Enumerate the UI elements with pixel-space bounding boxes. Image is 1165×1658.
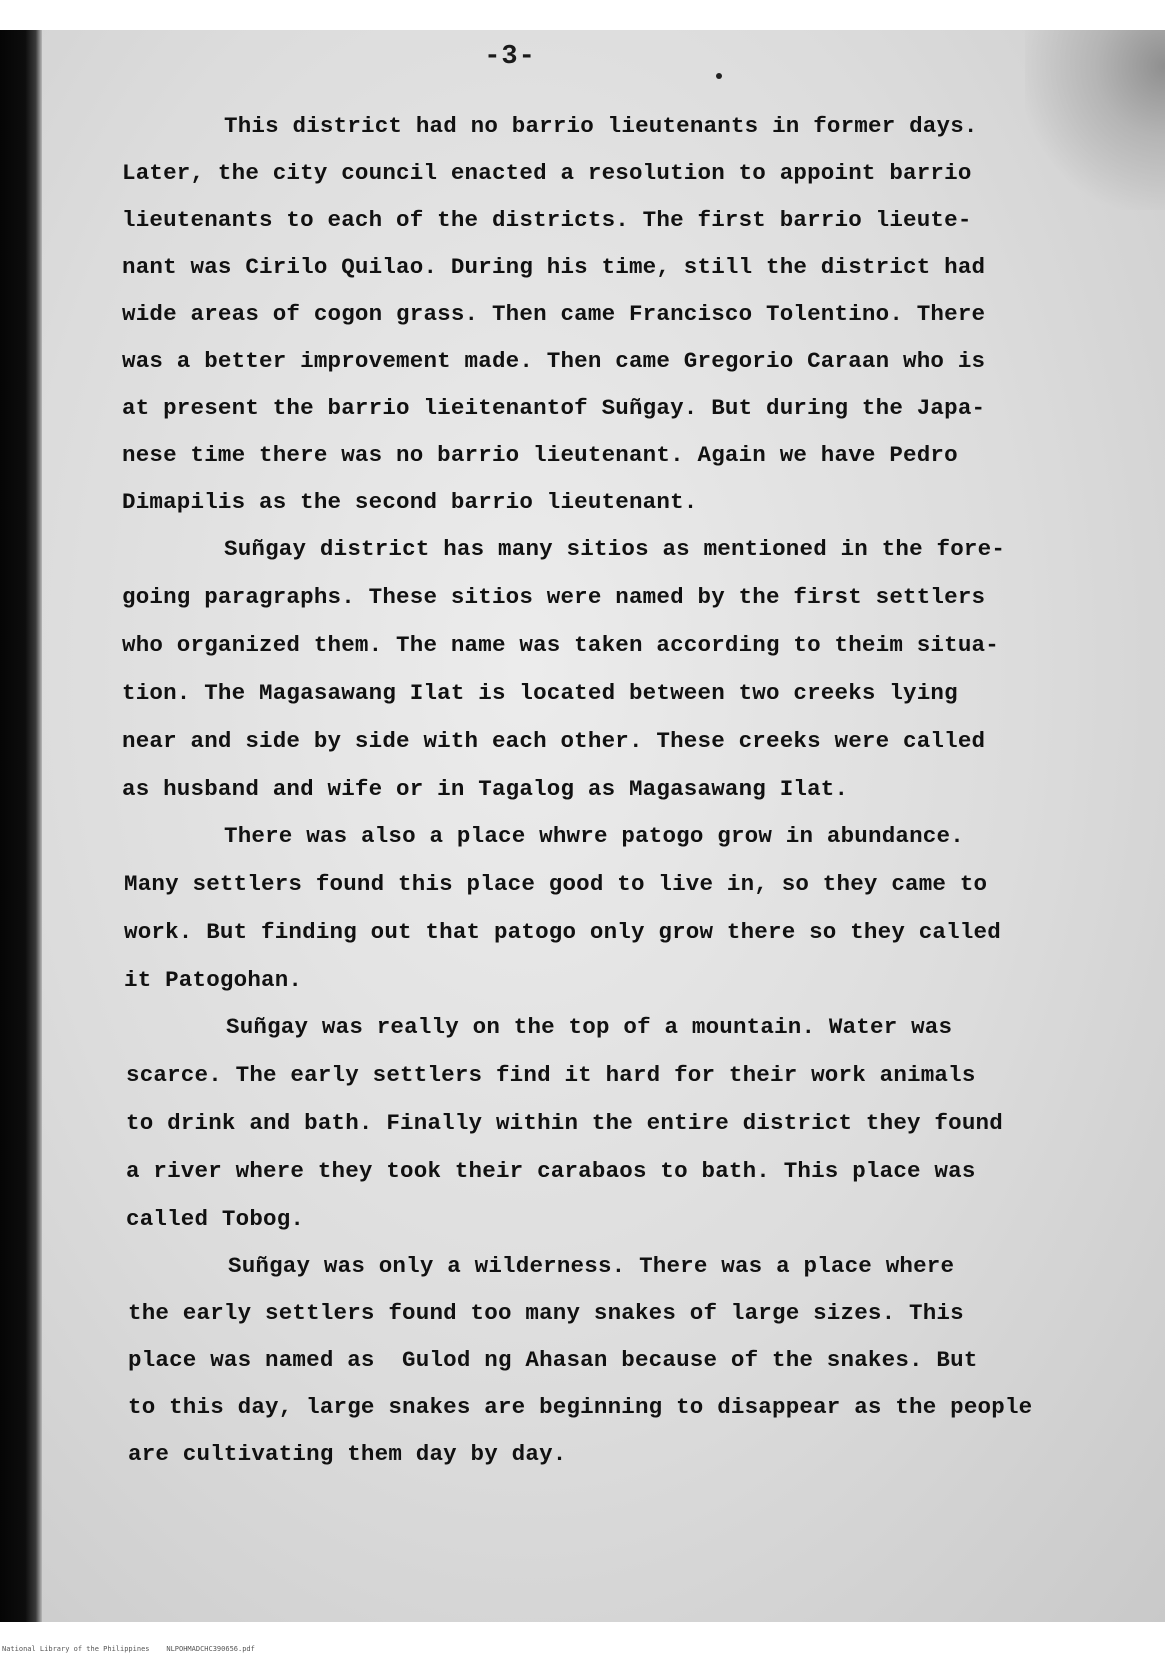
text-line: called Tobog. [126,1206,305,1232]
text-line: it Patogohan. [124,967,303,993]
text-line: This district had no barrio lieutenants in former days. [224,113,978,139]
scan-shadow [1025,30,1165,210]
text-line: a river where they took their carabaos to bath. This place was [126,1158,976,1184]
text-line: going paragraphs. These sitios were named by the first settlers [122,584,986,610]
text-line: nese time there was no barrio lieutenant. Again we have Pedro [122,442,958,468]
text-line: place was named as Gulod ng Ahasan because of the snakes. But [128,1347,978,1373]
text-line: Many settlers found this place good to live in, so they came to [124,871,988,897]
text-line: to drink and bath. Finally within the entire district they found [126,1110,1003,1136]
text-line: Dimapilis as the second barrio lieutenant. [122,489,698,515]
text-line: work. But finding out that patogo only grow there so they called [124,919,1001,945]
text-line: who organized them. The name was taken according to theim situa- [122,632,999,658]
text-line: There was also a place whwre patogo grow in abundance. [224,823,964,849]
footer-source-label: National Library of the Philippines NLPOHMADCHC390656.pdf [2,1645,255,1653]
text-line: scarce. The early settlers find it hard for their work animals [126,1062,976,1088]
text-line: wide areas of cogon grass. Then came Francisco Tolentino. There [122,301,986,327]
scan-binding-edge [0,30,42,1622]
text-line: at present the barrio lieitenantof Suñgay. But during the Japa- [122,395,986,421]
text-line: as husband and wife or in Tagalog as Magasawang Ilat. [122,776,849,802]
text-line: are cultivating them day by day. [128,1441,567,1467]
text-line: Suñgay was really on the top of a mountain. Water was [226,1014,953,1040]
text-line: was a better improvement made. Then came Gregorio Caraan who is [122,348,986,374]
text-line: nant was Cirilo Quilao. During his time, still the district had [122,254,986,280]
page-number: -3- [484,42,536,72]
text-line: near and side by side with each other. These creeks were called [122,728,986,754]
text-line: the early settlers found too many snakes of large sizes. This [128,1300,964,1326]
text-line: Suñgay was only a wilderness. There was a place where [228,1253,955,1279]
text-line: to this day, large snakes are beginning to disappear as the people [128,1394,1033,1420]
text-line: Suñgay district has many sitios as mentioned in the fore- [224,536,1006,562]
text-line: lieutenants to each of the districts. The first barrio lieute- [122,207,972,233]
text-line: tion. The Magasawang Ilat is located between two creeks lying [122,680,958,706]
ink-mark [716,73,722,79]
text-line: Later, the city council enacted a resolution to appoint barrio [122,160,972,186]
